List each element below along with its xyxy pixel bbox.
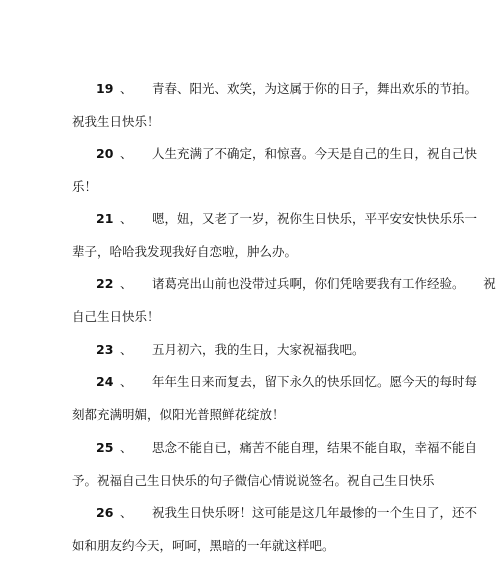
item-text: 青春、阳光、欢笑，为这属于你的日子，舞出欢乐的节拍。	[152, 81, 478, 96]
list-item	[72, 267, 496, 333]
line-first	[72, 496, 478, 529]
item-separator: 、	[120, 276, 133, 291]
list-item	[72, 496, 478, 562]
item-text: 年年生日来而复去，留下永久的快乐回忆。愿今天的每时每	[152, 374, 478, 389]
item-number: 20	[96, 146, 114, 161]
item-text: 嗯，妞，又老了一岁，祝你生日快乐，平平安安快快乐乐一	[152, 211, 478, 226]
line-first	[72, 365, 478, 398]
item-number: 24	[96, 374, 114, 389]
item-separator: 、	[120, 146, 133, 161]
item-text-continued: 予。祝福自己生日快乐的句子微信心情说说签名。祝自己生日快乐	[72, 473, 435, 488]
line-first	[72, 72, 478, 105]
item-number: 22	[96, 276, 114, 291]
item-number: 21	[96, 211, 114, 226]
list-item	[72, 431, 478, 497]
line-first	[72, 431, 478, 464]
item-separator: 、	[120, 505, 133, 520]
item-number: 19	[96, 81, 114, 96]
item-separator: 、	[120, 374, 133, 389]
item-text-continued: 辈子，哈哈我发现我好自恋啦，肿么办。	[72, 244, 298, 259]
list-item	[72, 202, 478, 268]
item-separator: 、	[120, 81, 133, 96]
item-text-continued: 刻都充满明媚，似阳光普照鲜花绽放！	[72, 407, 285, 422]
item-text: 人生充满了不确定，和惊喜。今天是自己的生日，祝自己快	[152, 146, 478, 161]
item-number: 26	[96, 505, 114, 520]
item-text: 五月初六，我的生日，大家祝福我吧。	[152, 342, 365, 357]
item-text: 祝我生日快乐呀！这可能是这几年最惨的一个生日了，还不	[152, 505, 478, 520]
item-number: 23	[96, 342, 114, 357]
line-first	[72, 267, 496, 300]
list-item	[72, 333, 412, 366]
item-separator: 、	[120, 342, 133, 357]
item-text-continued: 祝我生日快乐！	[72, 114, 160, 129]
item-separator: 、	[120, 440, 133, 455]
line-first	[72, 137, 478, 170]
list-item	[72, 365, 478, 431]
item-text-continued: 自己生日快乐！	[72, 309, 160, 324]
line-first	[72, 202, 478, 235]
item-text: 诸葛亮出山前也没带过兵啊，你们凭啥要我有工作经验。 祝	[152, 276, 496, 291]
list-item	[72, 72, 478, 138]
item-text-continued: 如和朋友约今天，呵呵，黑暗的一年就这样吧。	[72, 538, 335, 553]
item-separator: 、	[120, 211, 133, 226]
item-text: 思念不能自已，痛苦不能自理，结果不能自取，幸福不能自	[152, 440, 478, 455]
item-number: 25	[96, 440, 114, 455]
line-first	[72, 333, 412, 366]
item-text-continued: 乐！	[72, 179, 98, 194]
list-item	[72, 137, 478, 203]
